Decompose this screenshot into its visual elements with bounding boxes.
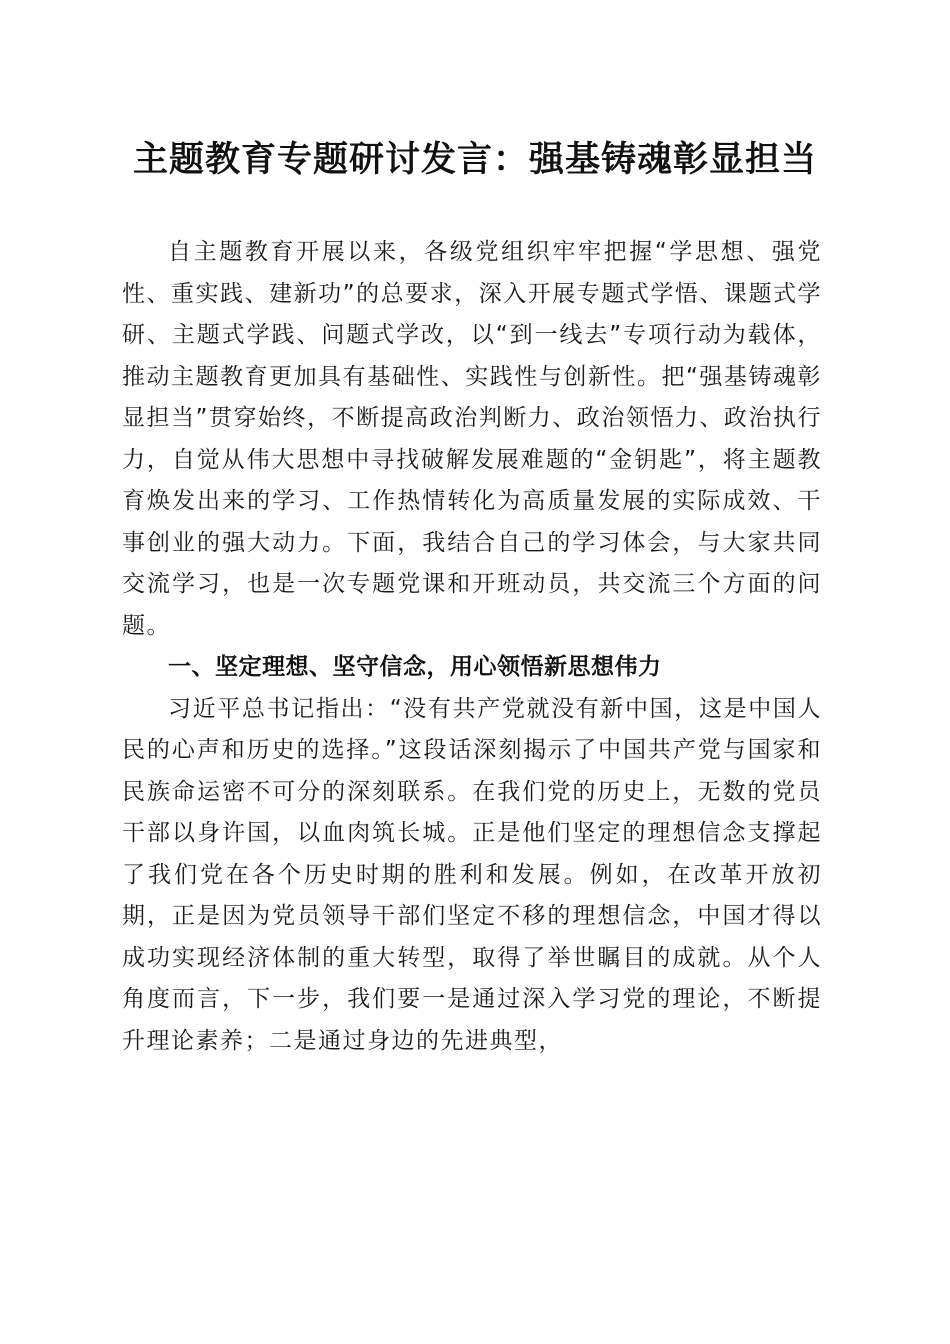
intro-paragraph: 自主题教育开展以来，各级党组织牢牢把握“学思想、强党性、重实践、建新功”的总要求，深入开展专题式学悟、课题式学研、主题式学践、问题式学改，以“到一线去”专项行动为载体，推动主题教育更加具有基础性、实践性与创新性。把“强基铸魂彰显担当”贯穿始终，不断提高政治判断力、政治领悟力、政治执行力，自觉从伟大思想中寻找破解发展难题的“金钥匙”，将主题教育焕发出来的学习、工作热情转化为高质量发展的实际成效、干事创业的强大动力。下面，我结合自己的学习体会，与大家共同交流学习，也是一次专题党课和开班动员，共交流三个方面的问题。	[122, 239, 822, 639]
document-title: 主题教育专题研讨发言：强基铸魂彰显担当	[132, 139, 817, 180]
section-1-heading: 一、坚定理想、坚守信念，用心领悟新思想伟力	[168, 654, 662, 680]
section-1-paragraph: 习近平总书记指出：“没有共产党就没有新中国，这是中国人民的心声和历史的选择。”这段话深刻揭示了中国共产党与国家和民族命运密不可分的深刻联系。在我们党的历史上，无数的党员干部以身许国，以血肉筑长城。正是他们坚定的理想信念支撑起了我们党在各个历史时期的胜利和发展。例如，在改革开放初期，正是因为党员领导干部们坚定不移的理想信念，中国才得以成功实现经济体制的重大转型，取得了举世瞩目的成就。从个人角度而言，下一步，我们要一是通过深入学习党的理论，不断提升理论素养；二是通过身边的先进典型，	[122, 695, 822, 1054]
document-body	[122, 232, 822, 1062]
